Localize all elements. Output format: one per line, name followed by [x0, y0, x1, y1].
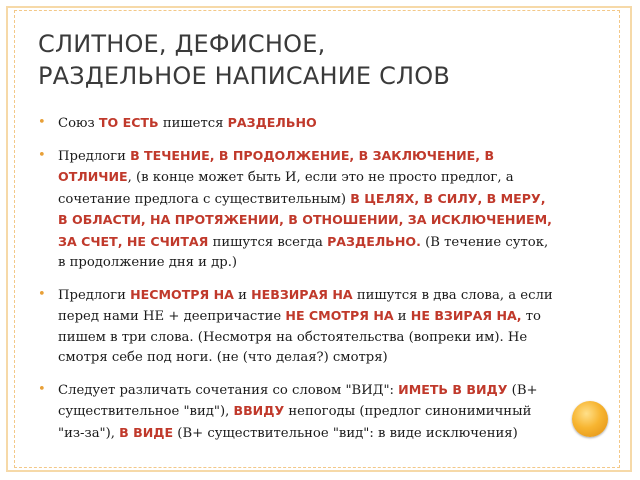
- body-text: пишутся всегда: [208, 234, 328, 250]
- highlighted-term: В ТЕЧЕНИЕ, В ПРОДОЛЖЕНИЕ, В ЗАКЛЮЧЕНИЕ, В ОТЛИЧИЕ: [58, 147, 495, 184]
- highlighted-term: В ЦЕЛЯХ, В СИЛУ, В МЕРУ, В ОБЛАСТИ, НА ПРОТЯЖЕНИИ, В ОТНОШЕНИИ, ЗА ИСКЛЮЧЕНИЕМ, ЗА СЧЕТ, НЕ СЧИТАЯ: [58, 190, 552, 249]
- bullet-item: [38, 285, 558, 369]
- body-text: и: [393, 309, 411, 324]
- title-line-2: РАЗДЕЛЬНОЕ НАПИСАНИЕ СЛОВ: [38, 62, 451, 90]
- body-text: пишется: [158, 116, 228, 131]
- highlighted-term: ТО ЕСТЬ: [98, 115, 159, 130]
- bullet-list: [38, 113, 558, 455]
- bullet-icon: •: [38, 115, 46, 130]
- body-text: и: [233, 287, 252, 303]
- highlighted-term: РАЗДЕЛЬНО: [227, 115, 317, 130]
- body-text: Предлоги: [58, 287, 131, 303]
- title-line-1: СЛИТНОЕ, ДЕФИСНОЕ,: [38, 30, 326, 58]
- body-text: , (в конце может быть И, если это не просто предлог, а сочетание предлога с существительным): [58, 170, 514, 207]
- body-text: Союз: [58, 116, 99, 131]
- bullet-icon: •: [38, 381, 46, 397]
- highlighted-term: ИМЕТЬ В ВИДУ: [398, 381, 508, 397]
- highlighted-term: РАЗДЕЛЬНО.: [327, 233, 421, 249]
- body-text: (В течение суток, в продолжение дня и др.): [58, 234, 549, 270]
- highlighted-term: НЕСМОТРЯ НА: [130, 286, 234, 302]
- highlighted-term: ВВИДУ: [233, 403, 285, 418]
- bullet-item: [38, 380, 558, 445]
- slide-title: [38, 28, 598, 92]
- body-text: то пишем в три слова. (Несмотря на обстоятельства (вопреки им). Не смотря себе под ноги. (не (что делая?) смотря): [58, 309, 541, 365]
- bullet-icon: •: [38, 286, 46, 302]
- bullet-icon: •: [38, 147, 46, 163]
- bullet-item: [38, 113, 558, 135]
- bullet-item: [38, 146, 558, 274]
- body-text: непогоды (предлог синонимичный "из-за"),: [58, 404, 532, 441]
- body-text: Предлоги: [58, 148, 131, 164]
- highlighted-term: НЕ ВЗИРАЯ НА,: [410, 308, 522, 323]
- body-text: Следует различать сочетания со словом "ВИД":: [58, 382, 399, 398]
- body-text: (В+ существительное "вид"),: [58, 382, 538, 419]
- decorative-orb-icon: [572, 401, 608, 437]
- body-text: пишутся в два слова, а если перед нами НЕ + деепричастие: [58, 287, 553, 324]
- highlighted-term: НЕ СМОТРЯ НА: [285, 308, 394, 323]
- body-text: (В+ существительное "вид": в виде исключения): [173, 425, 518, 441]
- highlighted-term: В ВИДЕ: [119, 424, 174, 440]
- highlighted-term: НЕВЗИРАЯ НА: [251, 286, 353, 302]
